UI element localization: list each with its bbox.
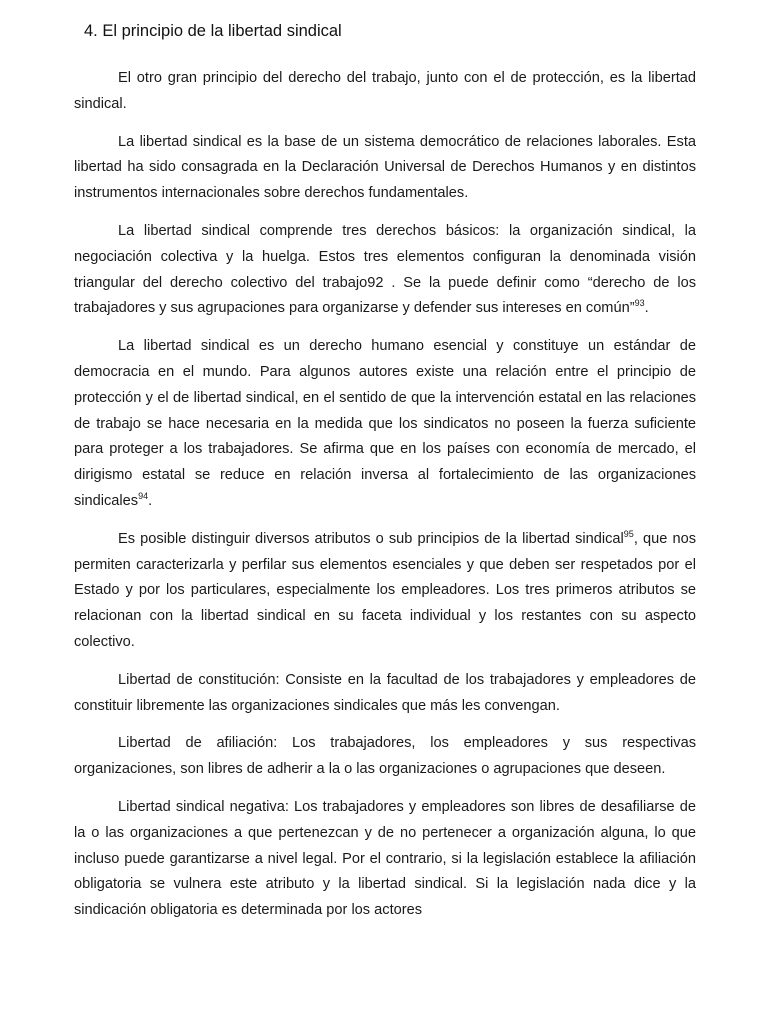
footnote-reference: 95 — [623, 528, 634, 539]
body-paragraph — [74, 219, 696, 322]
body-paragraph — [74, 334, 696, 515]
paragraph-text: . — [148, 492, 153, 509]
body-paragraph — [74, 130, 696, 207]
footnote-reference: 93 — [634, 298, 645, 309]
paragraph-text: , que nos permiten caracterizarla y perfilar sus elementos esenciales y que deben ser respetados por el Estado y por los particulares, especialmente los empleadores. Los tres primeros atributos se relacionan con la libertad sindical en su faceta individual y los restantes con su aspecto colectivo. — [74, 530, 696, 650]
paragraph-text: Es posible distinguir diversos atributos o sub principios de la libertad sindical — [118, 530, 624, 547]
paragraph-text: La libertad sindical es la base de un sistema democrático de relaciones laborales. Esta libertad ha sido consagrada en la Declaración Universal de Derechos Humanos y en distintos instrumentos internacionales sobre derechos fundamentales. — [74, 133, 696, 202]
paragraph-text: Libertad de constitución: Consiste en la facultad de los trabajadores y empleadores de constituir libremente las organizaciones sindicales que más les convengan. — [74, 671, 696, 714]
paragraph-text: El otro gran principio del derecho del trabajo, junto con el de protección, es la libertad sindical. — [74, 70, 696, 112]
paragraph-text: La libertad sindical comprende tres derechos básicos: la organización sindical, la negociación colectiva y la huelga. Estos tres elementos configuran la denominada visión triangular del derecho colectivo del trabajo92 . Se la puede definir como “derecho de los trabajadores y sus agrupaciones para organizarse y defender sus intereses en común” — [74, 222, 696, 317]
body-paragraph — [74, 66, 696, 118]
footnote-reference: 94 — [138, 491, 149, 502]
body-paragraph — [74, 527, 696, 656]
section-heading: 4. El principio de la libertad sindical — [84, 22, 342, 40]
body-paragraph — [74, 795, 696, 924]
paragraph-text: La libertad sindical es un derecho humano esencial y constituye un estándar de democracia en el mundo. Para algunos autores existe una relación entre el principio de protección y el de libertad sindical, en el sentido de que la intervención estatal en las relaciones de trabajo se hace necesaria en la medida que los sindicatos no poseen la fuerza suficiente para proteger a los trabajadores. Se afirma que en los países con economía de mercado, el dirigismo estatal se reduce en relación inversa al fortalecimiento de las organizaciones sindicales — [74, 338, 696, 509]
paragraph-text: Libertad de afiliación: Los trabajadores, los empleadores y sus respectivas organizaciones, son libres de adherir a la o las organizaciones o agrupaciones que deseen. — [74, 735, 696, 778]
document-body — [74, 66, 696, 936]
body-paragraph — [74, 731, 696, 783]
paragraph-text: . — [644, 300, 649, 317]
paragraph-text: Libertad sindical negativa: Los trabajadores y empleadores son libres de desafiliarse de la o las organizaciones a que pertenezcan y de no pertenecer a organización alguna, lo que incluso puede garantizarse a nivel legal. Por el contrario, si la legislación establece la afiliación obligatoria se vulnera este atributo y la libertad sindical. Si la legislación nada dice y la sindicación obligatoria es determinada por los actores — [74, 798, 696, 919]
body-paragraph — [74, 668, 696, 720]
